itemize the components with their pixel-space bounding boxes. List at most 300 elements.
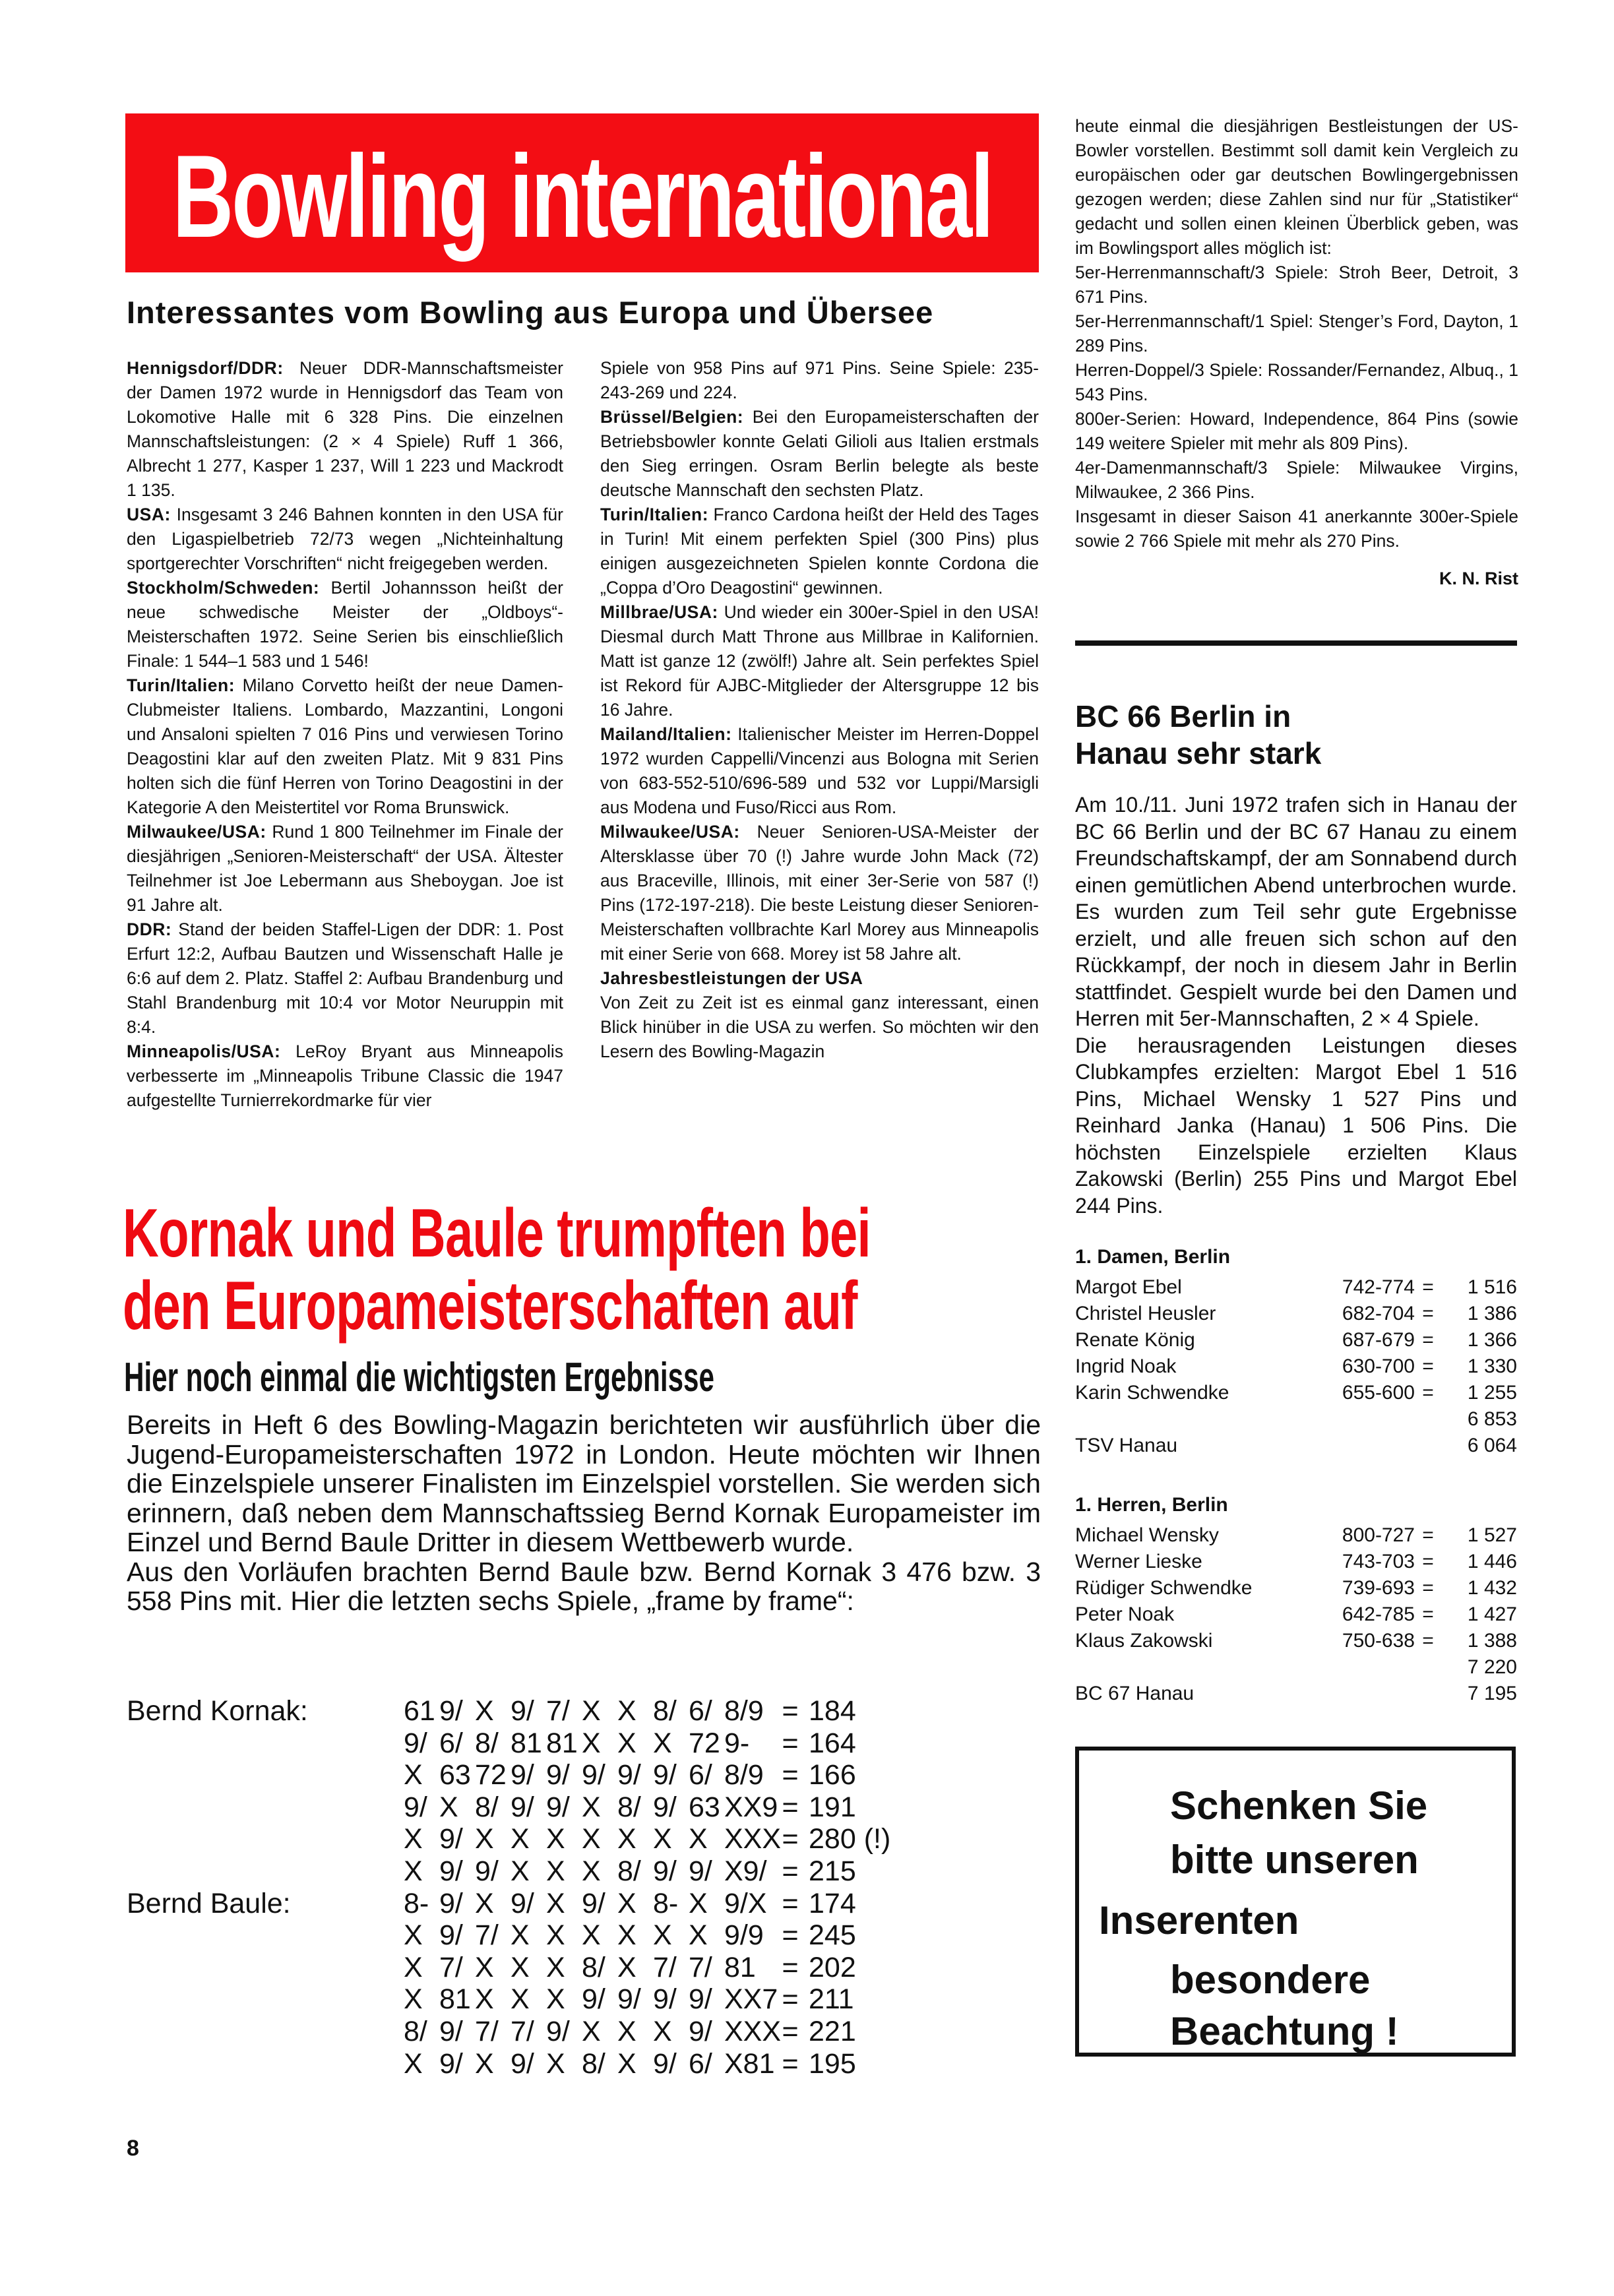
player-name: Rüdiger Schwendke xyxy=(1075,1577,1253,1599)
game-total: 184 xyxy=(809,1695,856,1727)
frame-cell: 7/ xyxy=(546,1695,570,1727)
frame-cell: X xyxy=(689,1823,708,1855)
team-total: 6 853 xyxy=(1467,1408,1517,1430)
frame-cell: X xyxy=(475,1695,494,1727)
series-score: 800-727 xyxy=(1342,1524,1415,1546)
news-item xyxy=(127,1039,563,1113)
equals-sign: = xyxy=(782,1887,799,1919)
game-row xyxy=(127,2016,1063,2048)
frame-cell: 9/ xyxy=(546,2015,570,2047)
frame-cell: X xyxy=(404,1951,423,1983)
frame-cell: X xyxy=(404,1919,423,1952)
team-total: 7 220 xyxy=(1467,1656,1517,1678)
table-row xyxy=(1075,1380,1517,1406)
frame-cell: 9/ xyxy=(439,1823,463,1855)
news-item xyxy=(600,503,1039,600)
news-location: Minneapolis/USA: xyxy=(127,1041,281,1061)
news-location: Millbrae/USA: xyxy=(600,602,718,622)
frame-cell: 8/ xyxy=(582,2047,605,2080)
frame-cell: 8- xyxy=(404,1887,429,1919)
equals-sign: = xyxy=(782,1695,799,1727)
game-total: 211 xyxy=(809,1983,854,2016)
news-text: Bei den Europameisterschaften der Betriebsbowler konnte Gelati Gilioli aus Italien erstmals den Sieg erringen. Osram Berlin belegte als beste deutsche Mannschaft den sechsten Platz. xyxy=(600,407,1039,500)
frame-cell: 9/ xyxy=(689,2015,712,2047)
game-row xyxy=(127,1952,1063,1984)
equals-sign: = xyxy=(782,1823,799,1855)
frame-cell: 81 xyxy=(724,1951,756,1983)
equals-sign: = xyxy=(1422,1603,1434,1625)
frame-cell: X xyxy=(582,1919,601,1952)
news-item xyxy=(600,356,1039,405)
bc-article-body xyxy=(1075,791,1517,1219)
news-text: Italienischer Meister im Herren-Doppel 1972 wurden Cappelli/Vincenzi aus Bologna mit Serien von 683-552-510/696-589 und 532 vor Luppi/Marsigli aus Modena und Fuso/Ricci aus Rom. xyxy=(600,724,1039,817)
frame-cell: 81 xyxy=(439,1983,471,2016)
frame-cell: 7/ xyxy=(689,1951,712,1983)
frames xyxy=(404,1855,772,1888)
frame-cell: 8/ xyxy=(617,1791,641,1823)
opponent-name: TSV Hanau xyxy=(1075,1435,1178,1456)
frame-cell: 9/ xyxy=(617,1983,641,2016)
frames xyxy=(404,1919,772,1952)
frame-cell: 6/ xyxy=(689,1759,712,1791)
player-label xyxy=(127,1952,404,1984)
frame-cell: X xyxy=(617,1695,636,1727)
news-text: Rund 1 800 Teilnehmer im Finale der diesjährigen „Senioren-Meisterschaft“ der USA. Ältester Teilnehmer ist Joe Lebermann aus Sheboygan. Joe ist 91 Jahre alt. xyxy=(127,822,563,915)
frame-cell: X xyxy=(511,1855,530,1887)
frame-cell: 9/ xyxy=(511,1887,534,1919)
frames xyxy=(404,2015,782,2048)
news-text: Und wieder ein 300er-Spiel in den USA! Diesmal durch Matt Throne aus Millbrae in Kalifornien. Matt ist ganze 12 (zwölf!) Jahre alt. Sein perfektes Spiel ist Rekord für AJBC-Mitglieder der Altersgruppe 12 bis 16 Jahre. xyxy=(600,602,1039,720)
table-header: 1. Damen, Berlin xyxy=(1075,1246,1231,1268)
frame-cell: X xyxy=(546,1951,565,1983)
frame-cell: 9- xyxy=(724,1727,750,1759)
frame-cell: 61 xyxy=(404,1695,435,1727)
news-item xyxy=(1075,114,1518,261)
frame-cell: XXX xyxy=(724,1823,782,1855)
frame-cell: X xyxy=(546,2047,565,2080)
game-row xyxy=(127,1823,1063,1855)
player-total: 1 446 xyxy=(1467,1551,1517,1572)
frame-cell: X xyxy=(582,2015,601,2047)
game-total: 166 xyxy=(809,1759,856,1791)
player-label xyxy=(127,1759,404,1791)
frame-cell: 9/ xyxy=(582,1759,605,1791)
equals-sign: = xyxy=(1422,1382,1434,1404)
news-location: USA: xyxy=(127,505,171,524)
header-banner xyxy=(125,113,1039,272)
game-total: 191 xyxy=(809,1791,856,1823)
player-label xyxy=(127,1983,404,2016)
equals-sign: = xyxy=(782,2015,799,2047)
frame-cell: 9/ xyxy=(439,2015,463,2047)
news-text: Von Zeit zu Zeit ist es einmal ganz interessant, einen Blick hinüber in die USA zu werfen. So möchten wir den Lesern des Bowling-Magazin xyxy=(600,993,1039,1061)
frame-cell: X xyxy=(404,1759,423,1791)
frame-cell: 8/ xyxy=(404,2015,427,2047)
frame-cell: X xyxy=(404,1823,423,1855)
news-text: heute einmal die diesjährigen Bestleistungen der US-Bowler vorstellen. Bestimmt soll damit kein Vergleich zu europäischen oder gar deutschen Bowlingergebnissen gezogen werden; diese Zahlen sind nur für „Statistiker“ gedacht und sollen einen kleinen Überblick geben, was im Bowlingsport alles möglich ist: xyxy=(1075,116,1518,258)
frame-cell: 8- xyxy=(653,1887,679,1919)
news-item xyxy=(1075,407,1518,456)
kornak-article-body xyxy=(127,1410,1041,1616)
news-item xyxy=(1075,358,1518,407)
frame-cell: 8/9 xyxy=(724,1695,764,1727)
frame-cell: 72 xyxy=(475,1759,507,1791)
team-total-row xyxy=(1075,1654,1517,1681)
game-row xyxy=(127,1888,1063,1920)
frame-cell: X xyxy=(653,1823,672,1855)
frame-cell: 9/ xyxy=(439,1695,463,1727)
frame-cell: XXX xyxy=(724,2015,782,2047)
frame-cell: X xyxy=(582,1695,601,1727)
news-text: 5er-Herrenmannschaft/3 Spiele: Stroh Beer, Detroit, 3 671 Pins. xyxy=(1075,263,1518,307)
news-location: Milwaukee/USA: xyxy=(600,822,740,842)
frames xyxy=(404,1791,778,1824)
equals-sign: = xyxy=(782,2047,799,2080)
page-number: 8 xyxy=(127,2136,139,2161)
bc-paragraph-2: Die herausragenden Leistungen dieses Clubkampfes erzielten: Margot Ebel 1 516 Pins, Michael Wensky 1 527 Pins und Reinhard Janka (Hanau) 1 506 Pins. Die höchsten Einzelspiele erzielten Klaus Zakowski (Berlin) 255 Pins und Margot Ebel 244 Pins. xyxy=(1075,1033,1517,1218)
frame-cell: 9/ xyxy=(475,1855,499,1887)
frame-cell: 9/ xyxy=(439,1887,463,1919)
kornak-paragraph-2: Aus den Vorläufen brachten Bernd Baule bzw. Bernd Kornak 3 476 bzw. 3 558 Pins mit. Hier die letzten sechs Spiele, „frame by frame“: xyxy=(127,1556,1041,1616)
opponent-total: 6 064 xyxy=(1467,1435,1517,1456)
frame-cell: X xyxy=(546,1855,565,1887)
news-item xyxy=(600,600,1039,722)
frame-cell: 9/ xyxy=(689,1983,712,2016)
frame-cell: X81 xyxy=(724,2047,775,2080)
frame-cell: 9/ xyxy=(404,1727,427,1759)
frame-cell: X xyxy=(582,1791,601,1823)
equals-sign: = xyxy=(1422,1329,1434,1351)
player-total: 1 427 xyxy=(1467,1603,1517,1625)
player-label xyxy=(127,2016,404,2048)
frame-cell: 81 xyxy=(511,1727,542,1759)
news-text: Herren-Doppel/3 Spiele: Rossander/Fernandez, Albuq., 1 543 Pins. xyxy=(1075,360,1518,404)
news-text: Insgesamt in dieser Saison 41 anerkannte 300er-Spiele sowie 2 766 Spiele mit mehr als 270 Pins. xyxy=(1075,507,1518,551)
frame-cell: 9/ xyxy=(511,2047,534,2080)
series-score: 739-693 xyxy=(1342,1577,1415,1599)
frame-cell: 6/ xyxy=(689,1695,712,1727)
player-label: Bernd Baule: xyxy=(127,1887,291,1919)
game-total: 245 xyxy=(809,1919,856,1952)
frame-cell: X xyxy=(582,1727,601,1759)
frame-cell: X xyxy=(475,1887,494,1919)
frame-cell: 9/ xyxy=(653,1791,677,1823)
frame-cell: 9/ xyxy=(546,1759,570,1791)
player-name: Karin Schwendke xyxy=(1075,1382,1229,1404)
news-item xyxy=(600,722,1039,820)
player-name: Peter Noak xyxy=(1075,1603,1175,1625)
game-total: 202 xyxy=(809,1951,856,1983)
series-score: 687-679 xyxy=(1342,1329,1415,1351)
equals-sign: = xyxy=(782,1951,799,1983)
game-total: 215 xyxy=(809,1855,856,1887)
frames xyxy=(404,1695,772,1727)
equals-sign: = xyxy=(782,1983,799,2016)
frames xyxy=(404,1983,778,2016)
frame-cell: 9/ xyxy=(511,1695,534,1727)
author-signature: K. N. Rist xyxy=(1439,569,1518,588)
player-label xyxy=(127,1727,404,1760)
player-label xyxy=(127,1855,404,1888)
player-name: Renate König xyxy=(1075,1329,1195,1351)
frames xyxy=(404,1727,772,1760)
frame-cell: X9/ xyxy=(724,1855,767,1887)
player-label: Bernd Kornak: xyxy=(127,1695,308,1727)
news-location: Hennigsdorf/DDR: xyxy=(127,358,284,378)
frame-cell: 9/ xyxy=(689,1855,712,1887)
news-location: Brüssel/Belgien: xyxy=(600,407,744,427)
frame-cell: 9/ xyxy=(404,1791,427,1823)
table-row xyxy=(1075,1628,1517,1654)
equals-sign: = xyxy=(782,1791,799,1823)
equals-sign: = xyxy=(1422,1551,1434,1572)
frame-cell: X xyxy=(475,2047,494,2080)
frame-cell: X xyxy=(653,1919,672,1952)
news-item xyxy=(600,966,1039,991)
kornak-paragraph-1: Bereits in Heft 6 des Bowling-Magazin berichteten wir ausführlich über die Jugend-Europameisterschaften 1972 in London. Heute möchten wir Ihnen die Einzelspiele unserer Finalisten im Einzelspiel vorstellen. Sie werden sich erinnern, daß neben dem Mannschaftssieg Bernd Kornak Europameister im Einzel und Bernd Baule Dritter in diesem Wettbewerb wurde. xyxy=(127,1410,1041,1557)
player-total: 1 388 xyxy=(1467,1630,1517,1652)
frame-cell: 9/ xyxy=(653,1983,677,2016)
frame-cell: X xyxy=(475,1951,494,1983)
player-name: Werner Lieske xyxy=(1075,1551,1202,1572)
ad-line-4: besondere xyxy=(1170,1958,1371,2002)
frame-cell: X xyxy=(404,1855,423,1887)
player-total: 1 527 xyxy=(1467,1524,1517,1546)
series-score: 630-700 xyxy=(1342,1355,1415,1377)
frame-cell: 9/ xyxy=(653,1855,677,1887)
news-text: Franco Cardona heißt der Held des Tages in Turin! Mit einem perfekten Spiel (300 Pins) plus einigen ausgezeichneten Spielen konnte Cordona die „Coppa d’Oro Deagostini“ gewinnen. xyxy=(600,505,1039,598)
frame-cell: 7/ xyxy=(511,2015,534,2047)
frame-cell: X xyxy=(511,1983,530,2016)
news-item xyxy=(127,917,563,1039)
news-item xyxy=(600,405,1039,503)
news-location: Turin/Italien: xyxy=(600,505,709,524)
frame-cell: X xyxy=(617,1951,636,1983)
news-text: Stand der beiden Staffel-Ligen der DDR: 1. Post Erfurt 12:2, Aufbau Bautzen und Wissenschaft Halle je 6:6 auf dem 2. Platz. Staffel 2: Aufbau Brandenburg und Stahl Brandenburg mit 10:4 vor Motor Neuruppin mit 8:4. xyxy=(127,919,563,1037)
news-column-right xyxy=(1075,114,1518,591)
frame-cell: 9/ xyxy=(511,1791,534,1823)
news-text: Neuer DDR-Mannschaftsmeister der Damen 1972 wurde in Hennigsdorf das Team von Lokomotive Halle mit 6 328 Pins. Die einzelnen Mannschaftsleistungen: (2 × 4 Spiele) Ruff 1 366, Albrecht 1 277, Kasper 1 237, Will 1 223 und Mackrodt 1 135. xyxy=(127,358,563,500)
player-total: 1 432 xyxy=(1467,1577,1517,1599)
ad-line-3: Inserenten xyxy=(1099,1898,1299,1942)
frame-cell: X xyxy=(689,1919,708,1952)
frame-by-frame-scores xyxy=(127,1695,1063,2080)
news-location: Jahresbestleistungen der USA xyxy=(600,968,863,988)
news-location: Milwaukee/USA: xyxy=(127,822,266,842)
game-row xyxy=(127,1695,1063,1727)
section-subtitle: Interessantes vom Bowling aus Europa und Übersee xyxy=(127,295,934,330)
frame-cell: XX9 xyxy=(724,1791,778,1823)
frame-cell: X xyxy=(617,1919,636,1952)
frame-cell: 9/ xyxy=(439,1919,463,1952)
player-total: 1 386 xyxy=(1467,1303,1517,1324)
news-item xyxy=(1075,456,1518,505)
frame-cell: 8/ xyxy=(653,1695,677,1727)
player-name: Margot Ebel xyxy=(1075,1276,1182,1298)
frame-cell: 8/ xyxy=(582,1951,605,1983)
frame-cell: X xyxy=(617,2047,636,2080)
table-row xyxy=(1075,1575,1517,1601)
frames xyxy=(404,1759,772,1791)
player-name: Christel Heusler xyxy=(1075,1303,1216,1324)
bc-title-line-1: BC 66 Berlin in xyxy=(1075,699,1291,733)
news-text: Milano Corvetto heißt der neue Damen-Clubmeister Italiens. Lombardo, Mazzantini, Longoni und Ansaloni spielten 7 016 Pins und verwiesen Torino Deagostini klar auf den zweiten Platz. Mit 9 831 Pins holten sich die fünf Herren von Torino Deagostini in der Kategorie A den Meistertitel vor Roma Brunswick. xyxy=(127,675,563,817)
frame-cell: 9/ xyxy=(546,1791,570,1823)
equals-sign: = xyxy=(1422,1630,1434,1652)
news-location: DDR: xyxy=(127,919,172,939)
frame-cell: 63 xyxy=(439,1759,471,1791)
series-score: 642-785 xyxy=(1342,1603,1415,1625)
section-divider xyxy=(1075,640,1517,646)
equals-sign: = xyxy=(1422,1577,1434,1599)
frame-cell: 9/ xyxy=(653,2047,677,2080)
game-row xyxy=(127,1727,1063,1760)
results-table-herren xyxy=(1075,1492,1517,1707)
news-item xyxy=(600,991,1039,1064)
frames xyxy=(404,2047,775,2080)
player-total: 1 366 xyxy=(1467,1329,1517,1351)
frame-cell: 9/ xyxy=(617,1759,641,1791)
news-text: Bertil Johannsson heißt der neue schwedische Meister der „Oldboys“-Meisterschaften 1972. Seine Serien bis einschließlich Finale: 1 544–1 583 und 1 546! xyxy=(127,578,563,671)
news-item xyxy=(600,820,1039,966)
equals-sign: = xyxy=(1422,1303,1434,1324)
game-row xyxy=(127,1759,1063,1791)
table-row xyxy=(1075,1353,1517,1380)
equals-sign: = xyxy=(782,1759,799,1791)
equals-sign: = xyxy=(782,1727,799,1759)
game-row xyxy=(127,1791,1063,1824)
news-item xyxy=(1075,505,1518,553)
frame-cell: X xyxy=(617,1727,636,1759)
equals-sign: = xyxy=(782,1919,799,1952)
player-label xyxy=(127,1919,404,1952)
bc-title-line-2: Hanau sehr stark xyxy=(1075,736,1322,770)
frame-cell: 9/ xyxy=(439,1855,463,1887)
table-row xyxy=(1075,1327,1517,1353)
player-label xyxy=(127,2048,404,2080)
opponent-name: BC 67 Hanau xyxy=(1075,1683,1195,1704)
series-score: 743-703 xyxy=(1342,1551,1415,1572)
advertiser-notice-box xyxy=(1075,1747,1516,2057)
frame-cell: X xyxy=(511,1823,530,1855)
news-text: Neuer Senioren-USA-Meister der Altersklasse über 70 (!) Jahre wurde John Mack (72) aus Braceville, Illinois, mit einer 3er-Serie von 587 (!) Pins (172-197-218). Die beste Leistung dieser Senioren-Meisterschaften vollbrachte Karl Morey aus Minneapolis mit einer Serie von 668. Morey ist 58 Jahre alt. xyxy=(600,822,1039,964)
game-total: 174 xyxy=(809,1887,856,1919)
opponent-total: 7 195 xyxy=(1467,1683,1517,1704)
kornak-title-line-1: Kornak und Baule trumpften bei xyxy=(123,1195,871,1272)
frame-cell: 8/ xyxy=(475,1727,499,1759)
frame-cell: X xyxy=(546,1983,565,2016)
news-item xyxy=(127,576,563,673)
table-header: 1. Herren, Berlin xyxy=(1075,1494,1228,1516)
bc-article-title xyxy=(1075,698,1524,772)
frame-cell: X xyxy=(689,1887,708,1919)
frame-cell: 9/ xyxy=(439,2047,463,2080)
frames xyxy=(404,1888,772,1920)
opponent-row xyxy=(1075,1433,1517,1459)
table-row xyxy=(1075,1601,1517,1628)
news-text: Insgesamt 3 246 Bahnen konnten in den USA für den Ligaspielbetrieb 72/73 wegen „Nichteinhaltung sportgerechter Vorschriften“ nicht freigegeben werden. xyxy=(127,505,563,573)
frame-cell: 9/ xyxy=(653,1759,677,1791)
news-location: Turin/Italien: xyxy=(127,675,235,695)
news-item xyxy=(127,356,563,503)
bc-paragraph-1: Am 10./11. Juni 1972 trafen sich in Hanau der BC 66 Berlin und der BC 67 Hanau zu einem Freundschaftskampf, der am Sonnabend durch einen gemütlichen Abend unterbrochen wurde. Es wurden zum Teil sehr gute Ergebnisse erzielt, und alle freuen sich schon auf den Rückkampf, der noch in diesem Jahr in Berlin stattfindet. Gespielt wurde bei den Damen und Herren mit 5er-Mannschaften, 2 × 4 Spiele. xyxy=(1075,793,1517,1030)
series-score: 682-704 xyxy=(1342,1303,1415,1324)
player-name: Klaus Zakowski xyxy=(1075,1630,1213,1652)
frame-cell: 9/X xyxy=(724,1887,767,1919)
player-label xyxy=(127,1791,404,1824)
frame-cell: X xyxy=(511,1919,530,1952)
frame-cell: X xyxy=(475,1823,494,1855)
table-row xyxy=(1075,1522,1517,1549)
frame-cell: X xyxy=(404,1983,423,2016)
opponent-row xyxy=(1075,1681,1517,1707)
frame-cell: 9/9 xyxy=(724,1919,764,1952)
equals-sign: = xyxy=(1422,1276,1434,1298)
frame-cell: X xyxy=(653,1727,672,1759)
news-item xyxy=(127,673,563,820)
frame-cell: 6/ xyxy=(689,2047,712,2080)
series-score: 655-600 xyxy=(1342,1382,1415,1404)
table-row xyxy=(1075,1549,1517,1575)
player-name: Ingrid Noak xyxy=(1075,1355,1177,1377)
frame-cell: 6/ xyxy=(439,1727,463,1759)
frame-cell: X xyxy=(617,1823,636,1855)
frame-cell: 8/9 xyxy=(724,1759,764,1791)
banner-title: Bowling international xyxy=(172,130,992,262)
frame-cell: X xyxy=(511,1951,530,1983)
frame-cell: X xyxy=(653,2015,672,2047)
game-total: 164 xyxy=(809,1727,856,1759)
equals-sign: = xyxy=(1422,1355,1434,1377)
frame-cell: 9/ xyxy=(582,1887,605,1919)
frame-cell: X xyxy=(546,1823,565,1855)
frames xyxy=(404,1952,772,1984)
news-column-middle xyxy=(600,356,1039,1064)
table-row xyxy=(1075,1274,1517,1301)
kornak-article-title xyxy=(123,1195,871,1344)
news-item xyxy=(127,503,563,576)
frame-cell: X xyxy=(439,1791,458,1823)
frame-cell: 7/ xyxy=(475,1919,499,1952)
frame-cell: X xyxy=(582,1823,601,1855)
frame-cell: 9/ xyxy=(582,1983,605,2016)
news-text: 800er-Serien: Howard, Independence, 864 Pins (sowie 149 weitere Spieler mit mehr als 809 Pins). xyxy=(1075,409,1518,453)
ad-line-1: Schenken Sie xyxy=(1170,1784,1428,1828)
frame-cell: 81 xyxy=(546,1727,578,1759)
game-total: 195 xyxy=(809,2047,856,2080)
frame-cell: 7/ xyxy=(439,1951,463,1983)
news-item xyxy=(127,820,563,917)
player-total: 1 330 xyxy=(1467,1355,1517,1377)
frame-cell: X xyxy=(617,2015,636,2047)
frame-cell: 72 xyxy=(689,1727,720,1759)
game-total: 280 (!) xyxy=(809,1823,891,1855)
frame-cell: 9/ xyxy=(511,1759,534,1791)
frame-cell: 63 xyxy=(689,1791,720,1823)
table-row xyxy=(1075,1301,1517,1327)
frame-cell: XX7 xyxy=(724,1983,778,2016)
frame-cell: 8/ xyxy=(475,1791,499,1823)
equals-sign: = xyxy=(1422,1524,1434,1546)
ad-line-2: bitte unseren xyxy=(1170,1838,1419,1882)
ad-line-5: Beachtung ! xyxy=(1170,2009,1399,2053)
news-item xyxy=(1075,309,1518,358)
frame-cell: X xyxy=(475,1983,494,2016)
game-row xyxy=(127,1855,1063,1888)
frame-cell: X xyxy=(582,1855,601,1887)
frames xyxy=(404,1823,782,1855)
news-column-left xyxy=(127,356,563,1113)
